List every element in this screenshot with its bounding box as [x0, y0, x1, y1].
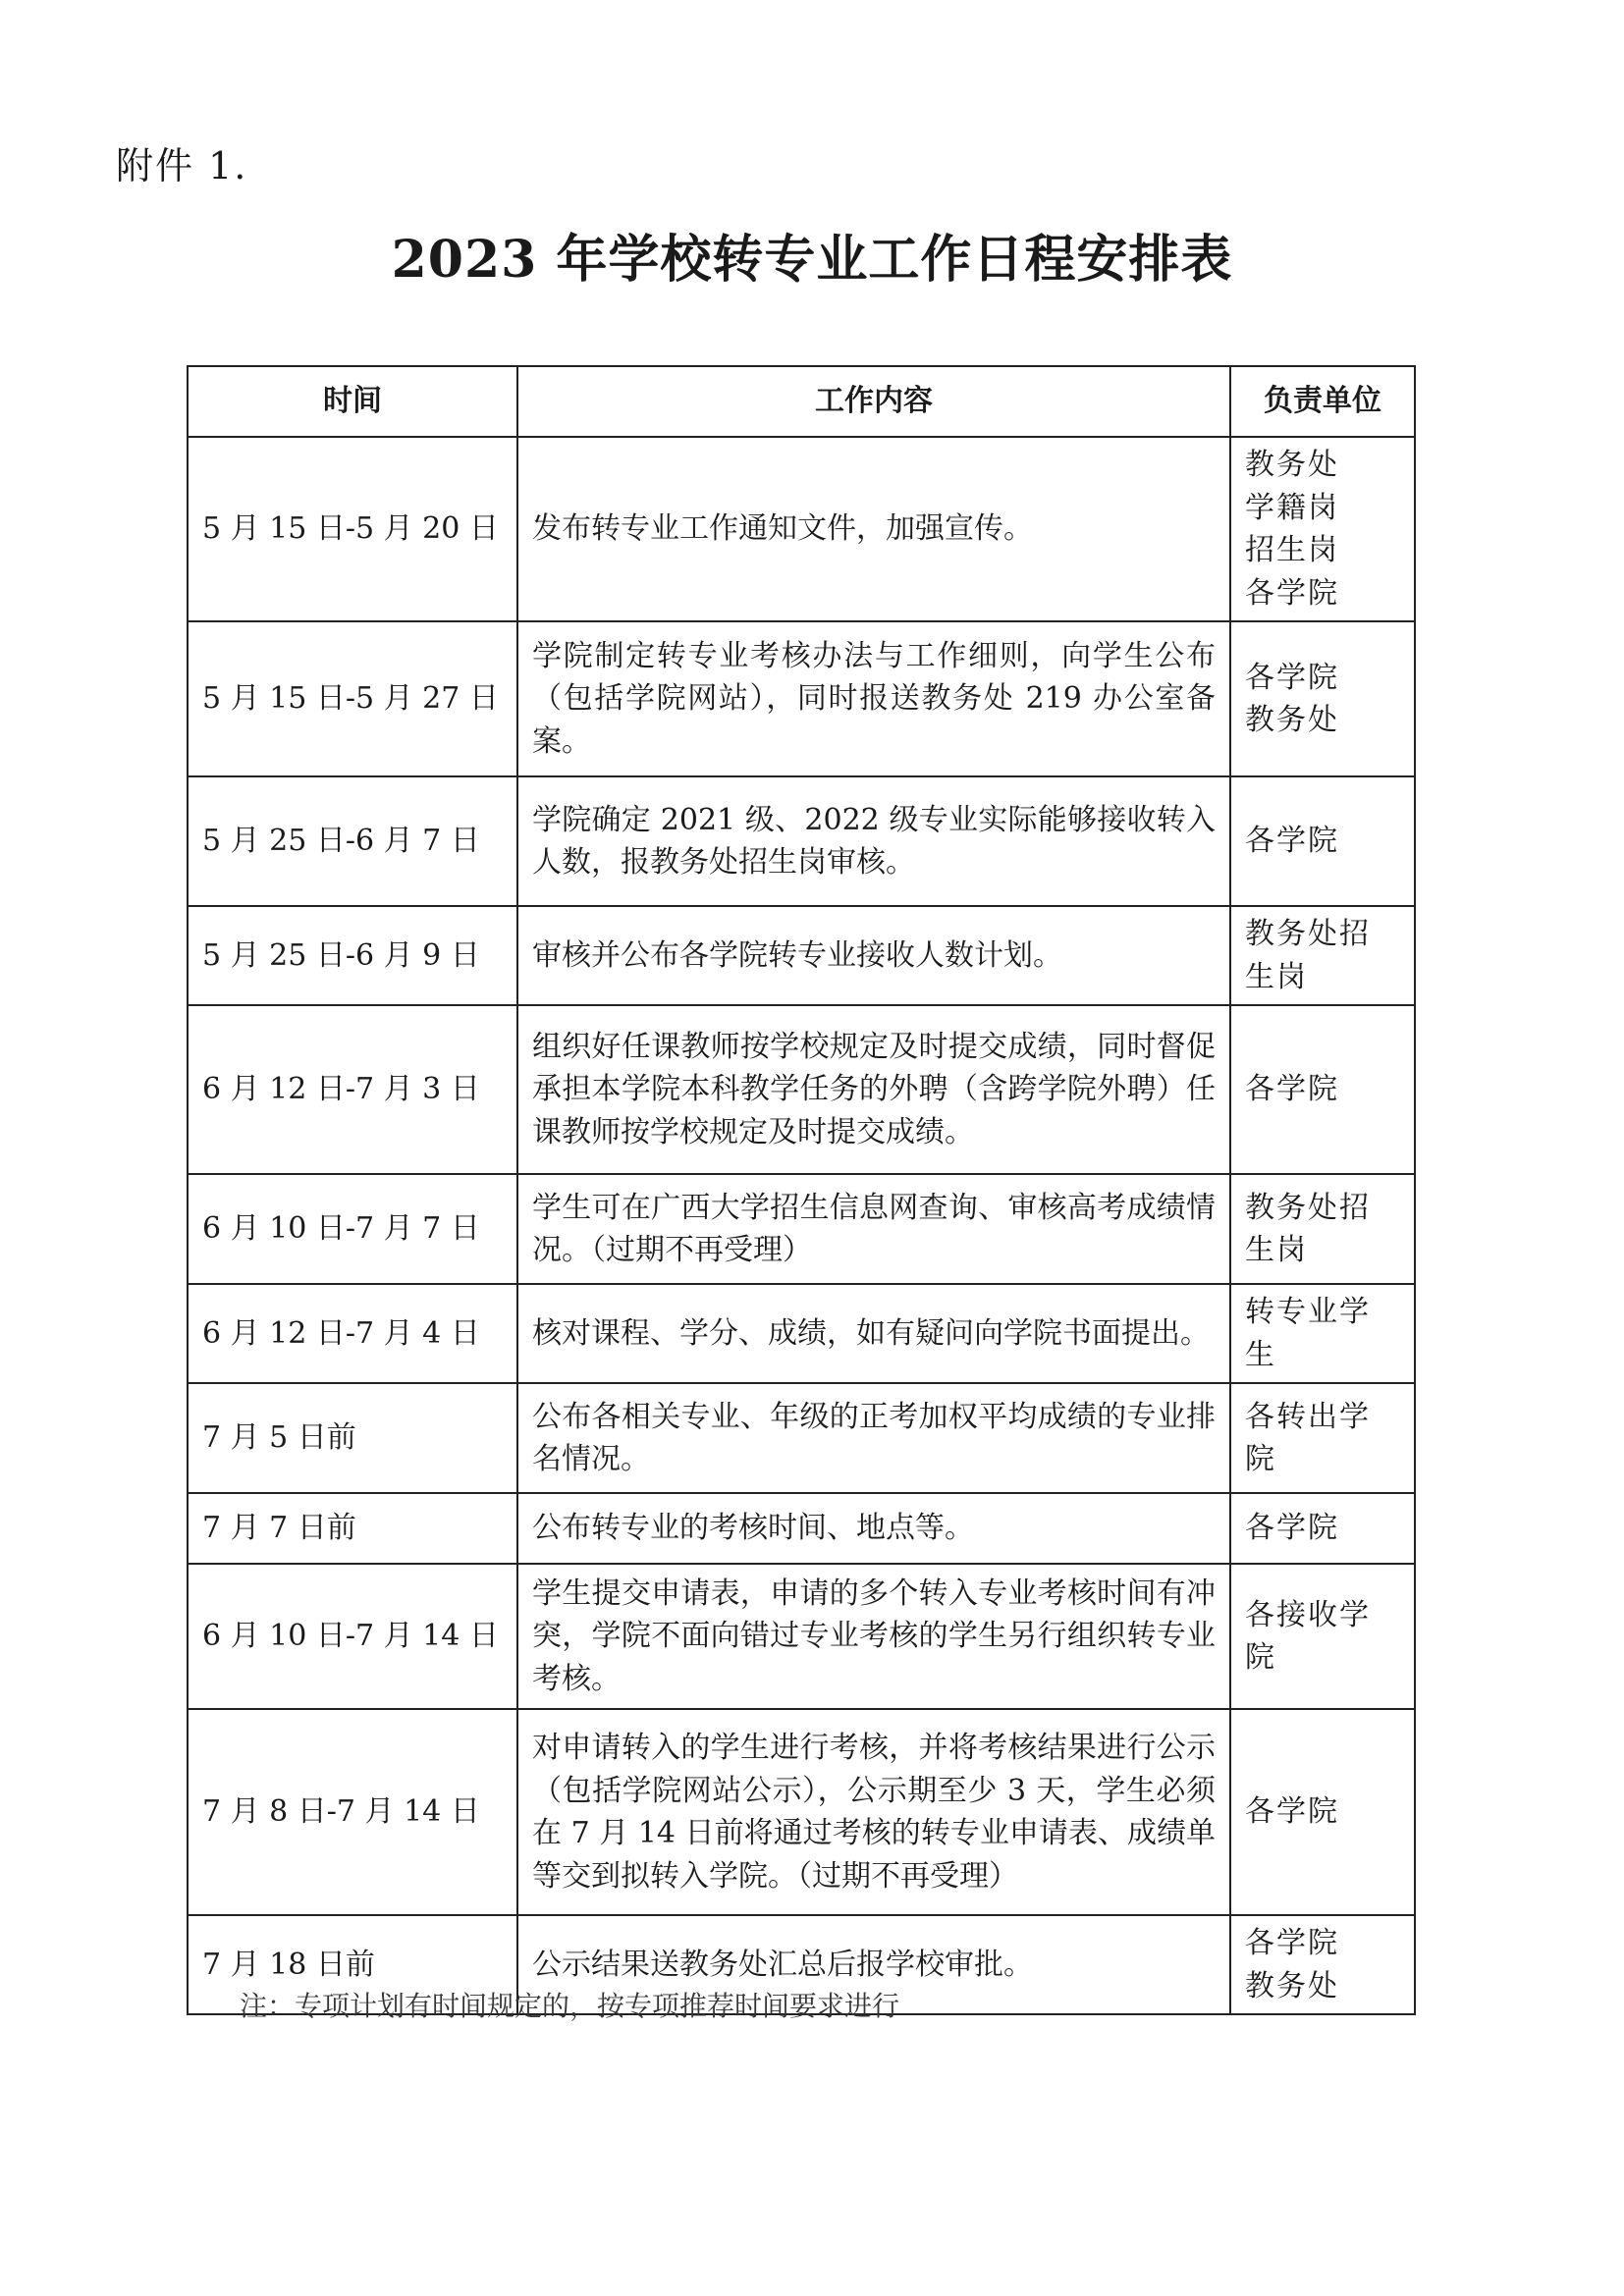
schedule-table — [187, 365, 1416, 2015]
unit-line: 各学院 — [1245, 575, 1339, 611]
row-content: 公示结果送教务处汇总后报学校审批。 — [517, 1915, 1230, 2014]
row-time: 5 月 15 日-5 月 20 日 — [188, 437, 517, 621]
unit-line: 教务处 — [1245, 703, 1339, 737]
row-content: 核对课程、学分、成绩，如有疑问向学院书面提出。 — [517, 1284, 1230, 1383]
row-time: 7 月 8 日-7 月 14 日 — [188, 1709, 517, 1915]
row-time: 5 月 25 日-6 月 9 日 — [188, 906, 517, 1005]
row-unit — [1230, 776, 1415, 906]
row-unit — [1230, 1915, 1415, 2014]
unit-line: 学籍岗 — [1245, 490, 1339, 525]
unit-line: 各转出学院 — [1245, 1399, 1371, 1476]
table-row — [188, 1005, 1415, 1174]
footnote: 注：专项计划有时间规定的，按专项推荐时间要求进行 — [240, 1990, 900, 2022]
annex-label: 附件 1. — [116, 144, 248, 187]
unit-line: 各学院 — [1245, 1072, 1339, 1107]
unit-line: 招生岗 — [1245, 533, 1339, 567]
row-unit — [1230, 1383, 1415, 1493]
table-row — [188, 906, 1415, 1005]
row-content: 学院确定 2021 级、2022 级专业实际能够接收转入人数，报教务处招生岗审核。 — [517, 776, 1230, 906]
row-content: 学生可在广西大学招生信息网查询、审核高考成绩情况。（过期不再受理） — [517, 1174, 1230, 1284]
row-content: 公布各相关专业、年级的正考加权平均成绩的专业排名情况。 — [517, 1383, 1230, 1493]
row-content: 审核并公布各学院转专业接收人数计划。 — [517, 906, 1230, 1005]
header-unit: 负责单位 — [1230, 366, 1415, 437]
table-row — [188, 621, 1415, 776]
table-row — [188, 1493, 1415, 1564]
row-unit — [1230, 906, 1415, 1005]
table-row — [188, 1709, 1415, 1915]
row-time: 5 月 25 日-6 月 7 日 — [188, 776, 517, 906]
row-unit — [1230, 1284, 1415, 1383]
table-row — [188, 437, 1415, 621]
unit-line: 各学院 — [1245, 1511, 1339, 1546]
unit-line: 教务处招生岗 — [1245, 917, 1371, 994]
row-content: 学生提交申请表，申请的多个转入专业考核时间有冲突，学院不面向错过专业考核的学生另行组织转专业考核。 — [517, 1564, 1230, 1709]
table-row — [188, 776, 1415, 906]
row-unit — [1230, 1709, 1415, 1915]
row-content: 发布转专业工作通知文件，加强宣传。 — [517, 437, 1230, 621]
row-time: 6 月 10 日-7 月 7 日 — [188, 1174, 517, 1284]
unit-line: 各学院 — [1245, 1926, 1339, 1960]
unit-line: 各学院 — [1245, 824, 1339, 859]
row-time: 7 月 5 日前 — [188, 1383, 517, 1493]
document-title: 2023 年学校转专业工作日程安排表 — [391, 230, 1233, 290]
unit-line: 各学院 — [1245, 1794, 1339, 1830]
unit-line: 教务处招生岗 — [1245, 1190, 1371, 1267]
row-unit — [1230, 1564, 1415, 1709]
row-content: 对申请转入的学生进行考核，并将考核结果进行公示（包括学院网站公示），公示期至少 3 天，学生必须在 7 月 14 日前将通过考核的转专业申请表、成绩单等交到拟转入学院。（过期不再受理） — [517, 1709, 1230, 1915]
table-row — [188, 1174, 1415, 1284]
row-unit — [1230, 1005, 1415, 1174]
row-time: 6 月 12 日-7 月 3 日 — [188, 1005, 517, 1174]
row-time: 5 月 15 日-5 月 27 日 — [188, 621, 517, 776]
header-content: 工作内容 — [517, 366, 1230, 437]
row-time: 7 月 7 日前 — [188, 1493, 517, 1564]
row-content: 组织好任课教师按学校规定及时提交成绩，同时督促承担本学院本科教学任务的外聘（含跨学院外聘）任课教师按学校规定及时提交成绩。 — [517, 1005, 1230, 1174]
unit-line: 教务处 — [1245, 448, 1339, 482]
row-unit — [1230, 1493, 1415, 1564]
header-time: 时间 — [188, 366, 517, 437]
row-unit — [1230, 621, 1415, 776]
row-content: 公布转专业的考核时间、地点等。 — [517, 1493, 1230, 1564]
table-header-row — [188, 366, 1415, 437]
table-row — [188, 1383, 1415, 1493]
row-content: 学院制定转专业考核办法与工作细则，向学生公布（包括学院网站），同时报送教务处 219 办公室备案。 — [517, 621, 1230, 776]
row-time: 6 月 10 日-7 月 14 日 — [188, 1564, 517, 1709]
unit-line: 各学院 — [1245, 660, 1339, 695]
unit-line: 转专业学生 — [1245, 1295, 1371, 1372]
table-row — [188, 1284, 1415, 1383]
row-unit — [1230, 437, 1415, 621]
unit-line: 各接收学院 — [1245, 1597, 1371, 1675]
unit-line: 教务处 — [1245, 1968, 1339, 2003]
row-time: 7 月 18 日前 — [188, 1915, 517, 2014]
table-row — [188, 1564, 1415, 1709]
row-time: 6 月 12 日-7 月 4 日 — [188, 1284, 517, 1383]
row-unit — [1230, 1174, 1415, 1284]
